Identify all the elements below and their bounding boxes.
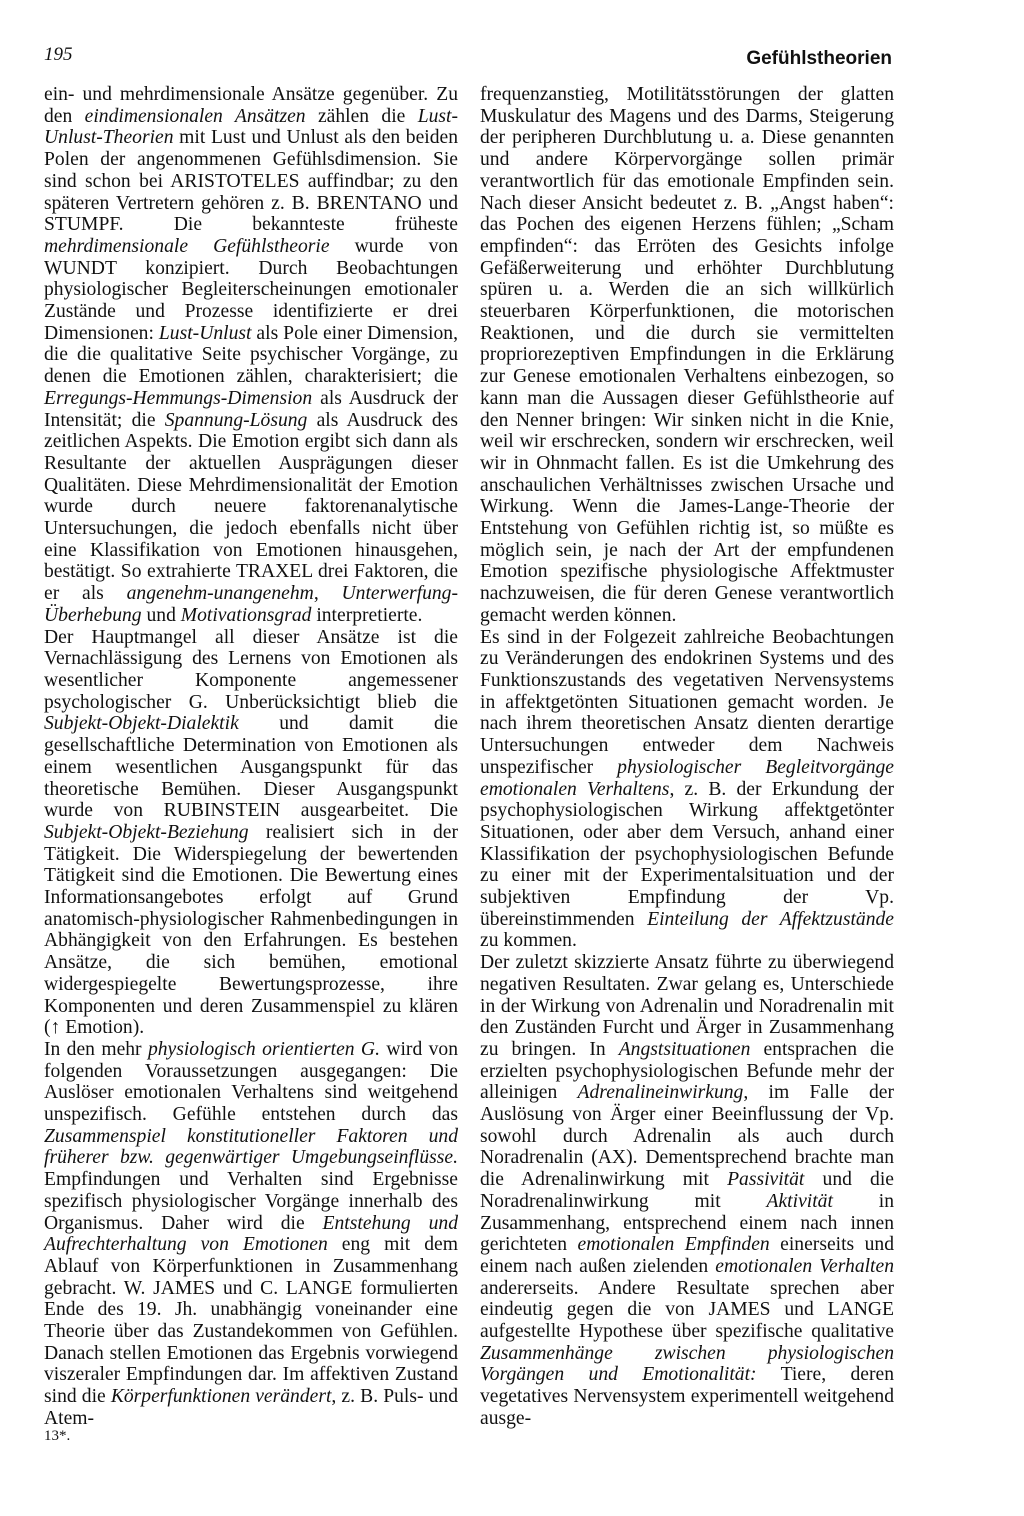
italic-term: Adrenalineinwirkung: [577, 1082, 744, 1104]
paragraph: [480, 84, 894, 627]
italic-term: physiologischer Begleitvorgänge emotionalen Verhaltens: [480, 756, 894, 800]
italic-term: Entstehung und Aufrechterhaltung von Emotionen: [44, 1212, 458, 1256]
text-run: Es sind in der Folgezeit zahlreiche Beobachtungen zu Veränderungen des endokrinen Systems und des Funktionszustands des vegetativen Nervensystems in affektgetönten Situationen gemacht worden. Je nach ihrem theoretischen Ansatz dienten derartige Untersuchungen entweder dem Nachweis unspezifischer: [480, 626, 894, 778]
italic-term: Aktivität: [766, 1190, 833, 1212]
left-column: [44, 84, 458, 1430]
text-run: zählen die: [305, 105, 418, 127]
text-run: realisiert sich in der Tätigkeit. Die Widerspiegelung der bewertenden Tätigkeit sind die Emotionen. Die Bewertung eines Informationsangebotes erfolgt auf Grund anatomisch-physiologischer Rahmenbedingungen in Abhängigkeit von den Erfahrungen. Es bestehen Ansätze, die sich bemühen, emotional widergespiegelte Bewertungsprozesse, ihre Komponenten und deren Zusammenspiel zu klären (↑ Emotion).: [44, 821, 458, 1039]
italic-term: Einteilung der Affektzustände: [647, 908, 894, 930]
page-number: 195: [44, 44, 73, 65]
italic-term: Passivität: [727, 1169, 805, 1191]
text-run: frequenzanstieg, Motilitätsstörungen der glatten Muskulatur des Magens und des Darms, Steigerung der peripheren Durchblutung u. a. Diese genannten und andere Körpervorgänge sollen primär verantwortlich für das emotionale Empfinden sein. Nach dieser Ansicht bedeutet z. B. „Angst haben“: das Pochen des eigenen Herzens fühlen; „Scham empfinden“: das Erröten des Gesichts infolge Gefäßerweiterung und erhöhter Durchblutung spüren u. a. Werden die an sich willkürlich steuerbaren Körperfunktionen, die motorischen Reaktionen, und die durch sie vermittelten propriorezeptiven Empfindungen in die Erklärung zur Genese emotionalen Verhaltens einbezogen, so kann man die Aussagen dieser Gefühlstheorie auf den Nenner bringen: Wir sinken nicht in die Knie, weil wir erschrecken, sondern wir erschrecken, weil wir in Ohnmacht fallen. Es ist die Umkehrung des anschaulichen Verhältnisses zwischen Ursache und Wirkung. Wenn die James-Lange-Theorie der Entstehung von Gefühlen richtig ist, so müßte es möglich sein, je nach der Art der empfundenen Emotion spezifische physiologische Affektmuster nachzuweisen, die für deren Genese verantwortlich gemacht werden können.: [480, 84, 894, 626]
sheet-signature: 13*.: [44, 1428, 71, 1444]
text-run: einerseits und einem nach außen zielenden: [480, 1234, 894, 1277]
text-run: ,: [313, 583, 342, 605]
text-run: Tiere, deren vegetatives Nervensystem experimentell weitgehend ausge-: [480, 1364, 894, 1429]
italic-term: mehrdimensionale Gefühlstheorie: [44, 235, 330, 257]
text-run: Der Hauptmangel all dieser Ansätze ist die Vernachlässigung des Lernens von Emotionen als wesentlicher Komponente angemessener psychologischer G. Unberücksichtigt blieb die: [44, 626, 458, 713]
text-run: Der zuletzt skizzierte Ansatz führte zu überwiegend negativen Resultaten. Zwar gelang es, Unterschiede in der Wirkung von Adrenalin und Noradrenalin mit den Zuständen Furcht und Ärger in Zusammenhang zu bringen. In: [480, 952, 894, 1060]
paragraph: [44, 1039, 458, 1430]
text-run: und: [141, 604, 181, 626]
text-run: In den mehr: [44, 1038, 148, 1060]
text-run: als Ausdruck des zeitlichen Aspekts. Die Emotion ergibt sich dann als Resultante der aktuellen Ausprägungen dieser Qualitäten. Diese Mehrdimensionalität der Emotion wurde durch neuere faktorenanalytische Untersuchungen, die jedoch ebenfalls nicht über eine Klassifikation von Emotionen hinausgehen, bestätigt. So extrahierte TRAXEL drei Faktoren, die er als: [44, 409, 458, 605]
italic-term: emotionalen Verhalten: [715, 1255, 894, 1277]
italic-term: Spannung-Lösung: [164, 409, 308, 431]
text-run: und damit die gesellschaftliche Determination von Emotionen als einem wesentlichen Ausgangspunkt für das theoretische Bemühen. Dieser Ausgangspunkt wurde von RUBINSTEIN ausgearbeitet. Die: [44, 713, 458, 822]
italic-term: angenehm-unangenehm: [126, 583, 314, 605]
text-run: , im Falle der Auslösung von Ärger einer Beeinflussung der Vp. sowohl durch Adrenalin als auch durch Noradrenalin (AX). Dementsprechend brachte man die Adrenalinwirkung mit: [480, 1082, 894, 1191]
italic-term: Unterwerfung-Überhebung: [44, 583, 458, 626]
text-run: als Ausdruck der Intensität; die: [44, 387, 458, 431]
paragraph: [480, 627, 894, 953]
text-run: wurde von WUNDT konzipiert. Durch Beobachtungen physiologischer Begleiterscheinungen emotionaler Zustände und Prozesse identifizierte er drei Dimensionen:: [44, 235, 458, 344]
italic-term: physiologisch orientierten G.: [147, 1038, 380, 1060]
italic-term: Zusammenhänge zwischen physiologischen Vorgängen und Emotionalität:: [480, 1342, 894, 1386]
paragraph: [480, 952, 894, 1429]
italic-term: Angstsituationen: [618, 1038, 751, 1060]
text-run: eng mit dem Ablauf von Körperfunktionen in Zusammenhang gebracht. W. JAMES und C. LANGE formulierten Ende des 19. Jh. unabhängig voneinander eine Theorie über das Zustandekommen von Gefühlen. Danach stellen Emotionen das Ergebnis vorwiegend viszeraler Empfindungen dar. Im affektiven Zustand sind die: [44, 1234, 458, 1408]
italic-term: emotionalen Empfinden: [577, 1234, 770, 1256]
italic-term: Lust-Unlust: [158, 322, 252, 344]
text-run: Empfindungen und Verhalten sind Ergebnisse spezifisch physiologischer Vorgänge innerhalb des Organismus. Daher wird die: [44, 1169, 458, 1234]
italic-term: Motivationsgrad: [180, 604, 312, 626]
text-run: entsprachen die erzielten psychophysiologischen Befunde mehr der alleinigen: [480, 1038, 894, 1104]
text-run: wird von folgenden Voraussetzungen ausgegangen: Die Auslöser emotionalen Verhaltens sind weitgehend unspezifisch. Gefühle entstehen durch das: [44, 1038, 459, 1126]
text-run: , z. B. der Erkundung der psychophysiologischen Wirkung affektgetönter Situationen, oder aber dem Versuch, anhand einer Klassifikation der psychophysiologischen Befunde zu einer mit der Experimentalsituation und der subjektiven Empfindung der Vp. übereinstimmenden: [480, 778, 895, 930]
italic-term: Subjekt-Objekt-Dialektik: [44, 713, 239, 735]
text-run: ein- und mehrdimensionale Ansätze gegenüber. Zu den: [44, 84, 458, 127]
italic-term: Subjekt-Objekt-Beziehung: [44, 821, 249, 843]
italic-term: Zusammenspiel konstitutioneller Faktoren und früherer bzw. gegenwärtiger Umgebungseinflüsse.: [44, 1125, 458, 1169]
text-run: andererseits. Andere Resultate sprechen aber eindeutig gegen die von JAMES und LANGE aufgestellte Hypothese über spezifische qualitative: [480, 1277, 894, 1343]
text-run: , z. B. Puls- und Atem-: [44, 1386, 458, 1429]
italic-term: Erregungs-Hemmungs-Dimension: [44, 387, 313, 409]
italic-term: eindimensionalen Ansätzen: [84, 105, 306, 127]
text-run: interpretierte.: [311, 604, 423, 626]
right-column: [480, 84, 894, 1430]
text-run: als Pole einer Dimension, die die qualitative Seite psychischer Vorgänge, zu denen die Emotionen zählen, charakterisiert; die: [44, 322, 458, 388]
text-run: in Zusammenhang, entsprechend einem nach innen gerichteten: [480, 1190, 894, 1256]
italic-term: Lust-Unlust-Theorien: [44, 105, 458, 149]
text-run: zu kommen.: [480, 930, 577, 952]
paragraph: [44, 84, 458, 627]
text-run: mit Lust und Unlust als den beiden Polen der angenommenen Gefühlsdimension. Sie sind schon bei ARISTOTELES auffindbar; zu den späteren Vertretern gehören z. B. BRENTANO und STUMPF. Die bekannteste früheste: [44, 127, 458, 236]
italic-term: Körperfunktionen verändert: [110, 1386, 332, 1408]
running-head: Gefühlstheorien: [746, 48, 892, 69]
text-run: und die Noradrenalinwirkung mit: [480, 1169, 894, 1212]
paragraph: [44, 627, 458, 1039]
